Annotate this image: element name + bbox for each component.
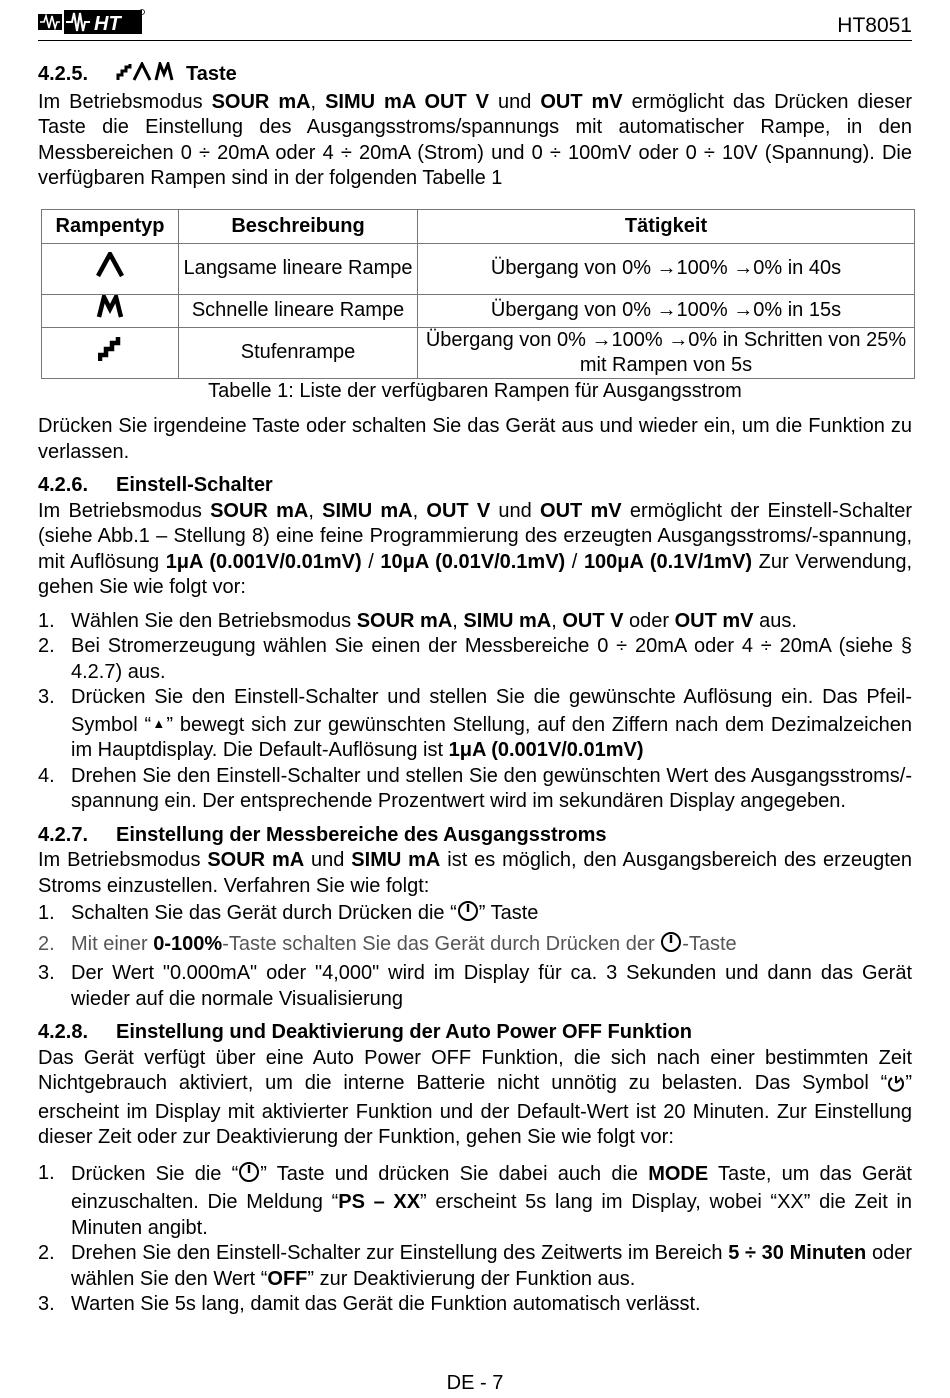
fast-ramp-icon: [42, 294, 179, 327]
ht-logo: [38, 8, 146, 36]
section-number: 4.2.8.: [38, 1021, 89, 1043]
slow-ramp-icon: [42, 243, 179, 294]
ramp-key-icon: [116, 62, 180, 90]
main-content: [38, 62, 912, 1318]
arrow-up-icon: ▲: [151, 715, 167, 731]
table-row: [42, 294, 915, 327]
table-caption: Tabelle 1: Liste der verfügbaren Rampen für Ausgangsstrom: [208, 379, 742, 402]
ramp-description: Langsame lineare Rampe: [179, 243, 418, 294]
logo-text: HT: [94, 13, 121, 35]
section-4-2-5-intro: Im Betriebsmodus SOUR mA, SIMU mA OUT V und OUT mV ermöglicht das Drücken dieser Taste die Einstellung des Ausgangsstroms/spannungs mit automatischer Rampe, in den Messbereichen 0 ÷ 20mA oder 4 ÷ 20mA (Strom) und 0 ÷ 100mV oder 0 ÷ 10V (Spannung). Die verfügbaren Rampen sind in der folgenden Tabelle 1: [38, 90, 912, 189]
section-title: Einstellung der Messbereiche des Ausgangsstroms: [116, 823, 607, 846]
section-4-2-8-steps: [38, 1161, 912, 1318]
step-ramp-icon: [42, 327, 179, 378]
model-number: HT8051: [837, 14, 912, 37]
list-item: 1. Drücken Sie die “ ” Taste und drücken Sie dabei auch die MODE Taste, um das Gerät einzuschalten. Die Meldung “PS – XX” erscheint 5s lang im Display, wobei “XX” die Zeit in Minuten angibt.: [38, 1161, 912, 1239]
ramp-table: [41, 209, 915, 379]
power-icon: [238, 1161, 260, 1191]
col-header-type: Rampentyp: [42, 209, 179, 243]
ramp-action: Übergang von 0% →100% →0% in Schritten von 25% mit Rampen von 5s: [418, 327, 915, 378]
power-icon: [660, 931, 682, 961]
list-item: 2. Mit einer 0-100%-Taste schalten Sie das Gerät durch Drücken der -Taste: [38, 930, 912, 961]
list-item: 4. Drehen Sie den Einstell-Schalter und stellen Sie den gewünschten Wert des Ausgangsstroms/-spannung ein. Der entsprechende Prozentwert wird im sekundären Display angegeben.: [38, 764, 912, 812]
ramp-description: Stufenrampe: [179, 327, 418, 378]
ramp-action: Übergang von 0% →100% →0% in 40s: [418, 243, 915, 294]
table-row: [42, 327, 915, 378]
section-number: 4.2.5.: [38, 63, 89, 85]
section-4-2-8-intro: Das Gerät verfügt über eine Auto Power OFF Funktion, die sich nach einer bestimmten Zeit Nichtgebrauch aktiviert, um die interne Batterie nicht unnötig zu belasten. Das Symbol “ ” erscheint im Display mit aktivierter Funktion und der Default-Wert ist 20 Minuten. Zur Einstellung dieser Zeit oder zur Deaktivierung der Funktion, gehen Sie wie folgt vor:: [38, 1046, 912, 1148]
section-4-2-7-steps: [38, 899, 912, 1012]
section-4-2-5-heading: [38, 62, 912, 90]
section-4-2-5-exit: Drücken Sie irgendeine Taste oder schalten Sie das Gerät aus und wieder ein, um die Funktion zu verlassen.: [38, 415, 912, 463]
section-title: Einstell-Schalter: [116, 474, 273, 496]
list-item: 2. Drehen Sie den Einstell-Schalter zur Einstellung des Zeitwerts im Bereich 5 ÷ 30 Minuten oder wählen Sie den Wert “OFF” zur Deaktivierung der Funktion aus.: [38, 1242, 913, 1290]
list-item: 3. Der Wert "0.000mA" oder "4,000" wird im Display für ca. 3 Sekunden und dann das Gerät wieder auf die normale Visualisierung: [38, 962, 912, 1010]
table-row: [42, 243, 915, 294]
list-item: 3. Warten Sie 5s lang, damit das Gerät die Funktion automatisch verlässt.: [38, 1293, 701, 1315]
power-icon: [457, 900, 479, 930]
col-header-action: Tätigkeit: [418, 209, 915, 243]
ramp-action: Übergang von 0% →100% →0% in 15s: [418, 294, 915, 327]
section-4-2-7-heading: [38, 823, 912, 849]
section-title: Einstellung und Deaktivierung der Auto Power OFF Funktion: [116, 1021, 692, 1043]
list-item: 2. Bei Stromerzeugung wählen Sie einen der Messbereiche 0 ÷ 20mA oder 4 ÷ 20mA (siehe § 4.2.7) aus.: [38, 635, 912, 683]
table-header-row: [42, 209, 915, 243]
section-4-2-7-intro: Im Betriebsmodus SOUR mA und SIMU mA ist es möglich, den Ausgangsbereich des erzeugten Stroms einzustellen. Verfahren Sie wie folgt:: [38, 849, 912, 897]
header-rule: [38, 40, 912, 41]
section-4-2-6-intro: Im Betriebsmodus SOUR mA, SIMU mA, OUT V und OUT mV ermöglicht der Einstell-Schalter (siehe Abb.1 – Stellung 8) eine feine Programmierung des erzeugten Ausgangsstroms/-spannung, mit Auflösung 1μA (0.001V/0.01mV) / 10μA (0.01V/0.1mV) / 100μA (0.1V/1mV) Zur Verwendung, gehen Sie wie folgt vor:: [38, 499, 913, 598]
list-item: 3. Drücken Sie den Einstell-Schalter und stellen Sie die gewünschte Auflösung ein. Das Pfeil-Symbol “▲” bewegt sich zur gewünschten Stellung, auf den Ziffern nach dem Dezimalzeichen im Hauptdisplay. Die Default-Auflösung ist 1μA (0.001V/0.01mV): [38, 686, 912, 761]
section-number: 4.2.6.: [38, 474, 89, 496]
col-header-desc: Beschreibung: [179, 209, 418, 243]
section-4-2-6-steps: [38, 609, 912, 815]
auto-power-off-icon: [887, 1074, 905, 1100]
section-title: Taste: [186, 63, 237, 85]
section-4-2-6-heading: [38, 473, 912, 499]
page-number: DE - 7: [446, 1372, 504, 1394]
list-item: 1. Wählen Sie den Betriebsmodus SOUR mA, SIMU mA, OUT V oder OUT mV aus.: [38, 609, 797, 632]
section-4-2-8-heading: [38, 1020, 912, 1046]
list-item: 1. Schalten Sie das Gerät durch Drücken die “ ” Taste: [38, 899, 912, 930]
section-number: 4.2.7.: [38, 823, 89, 846]
ramp-description: Schnelle lineare Rampe: [179, 294, 418, 327]
